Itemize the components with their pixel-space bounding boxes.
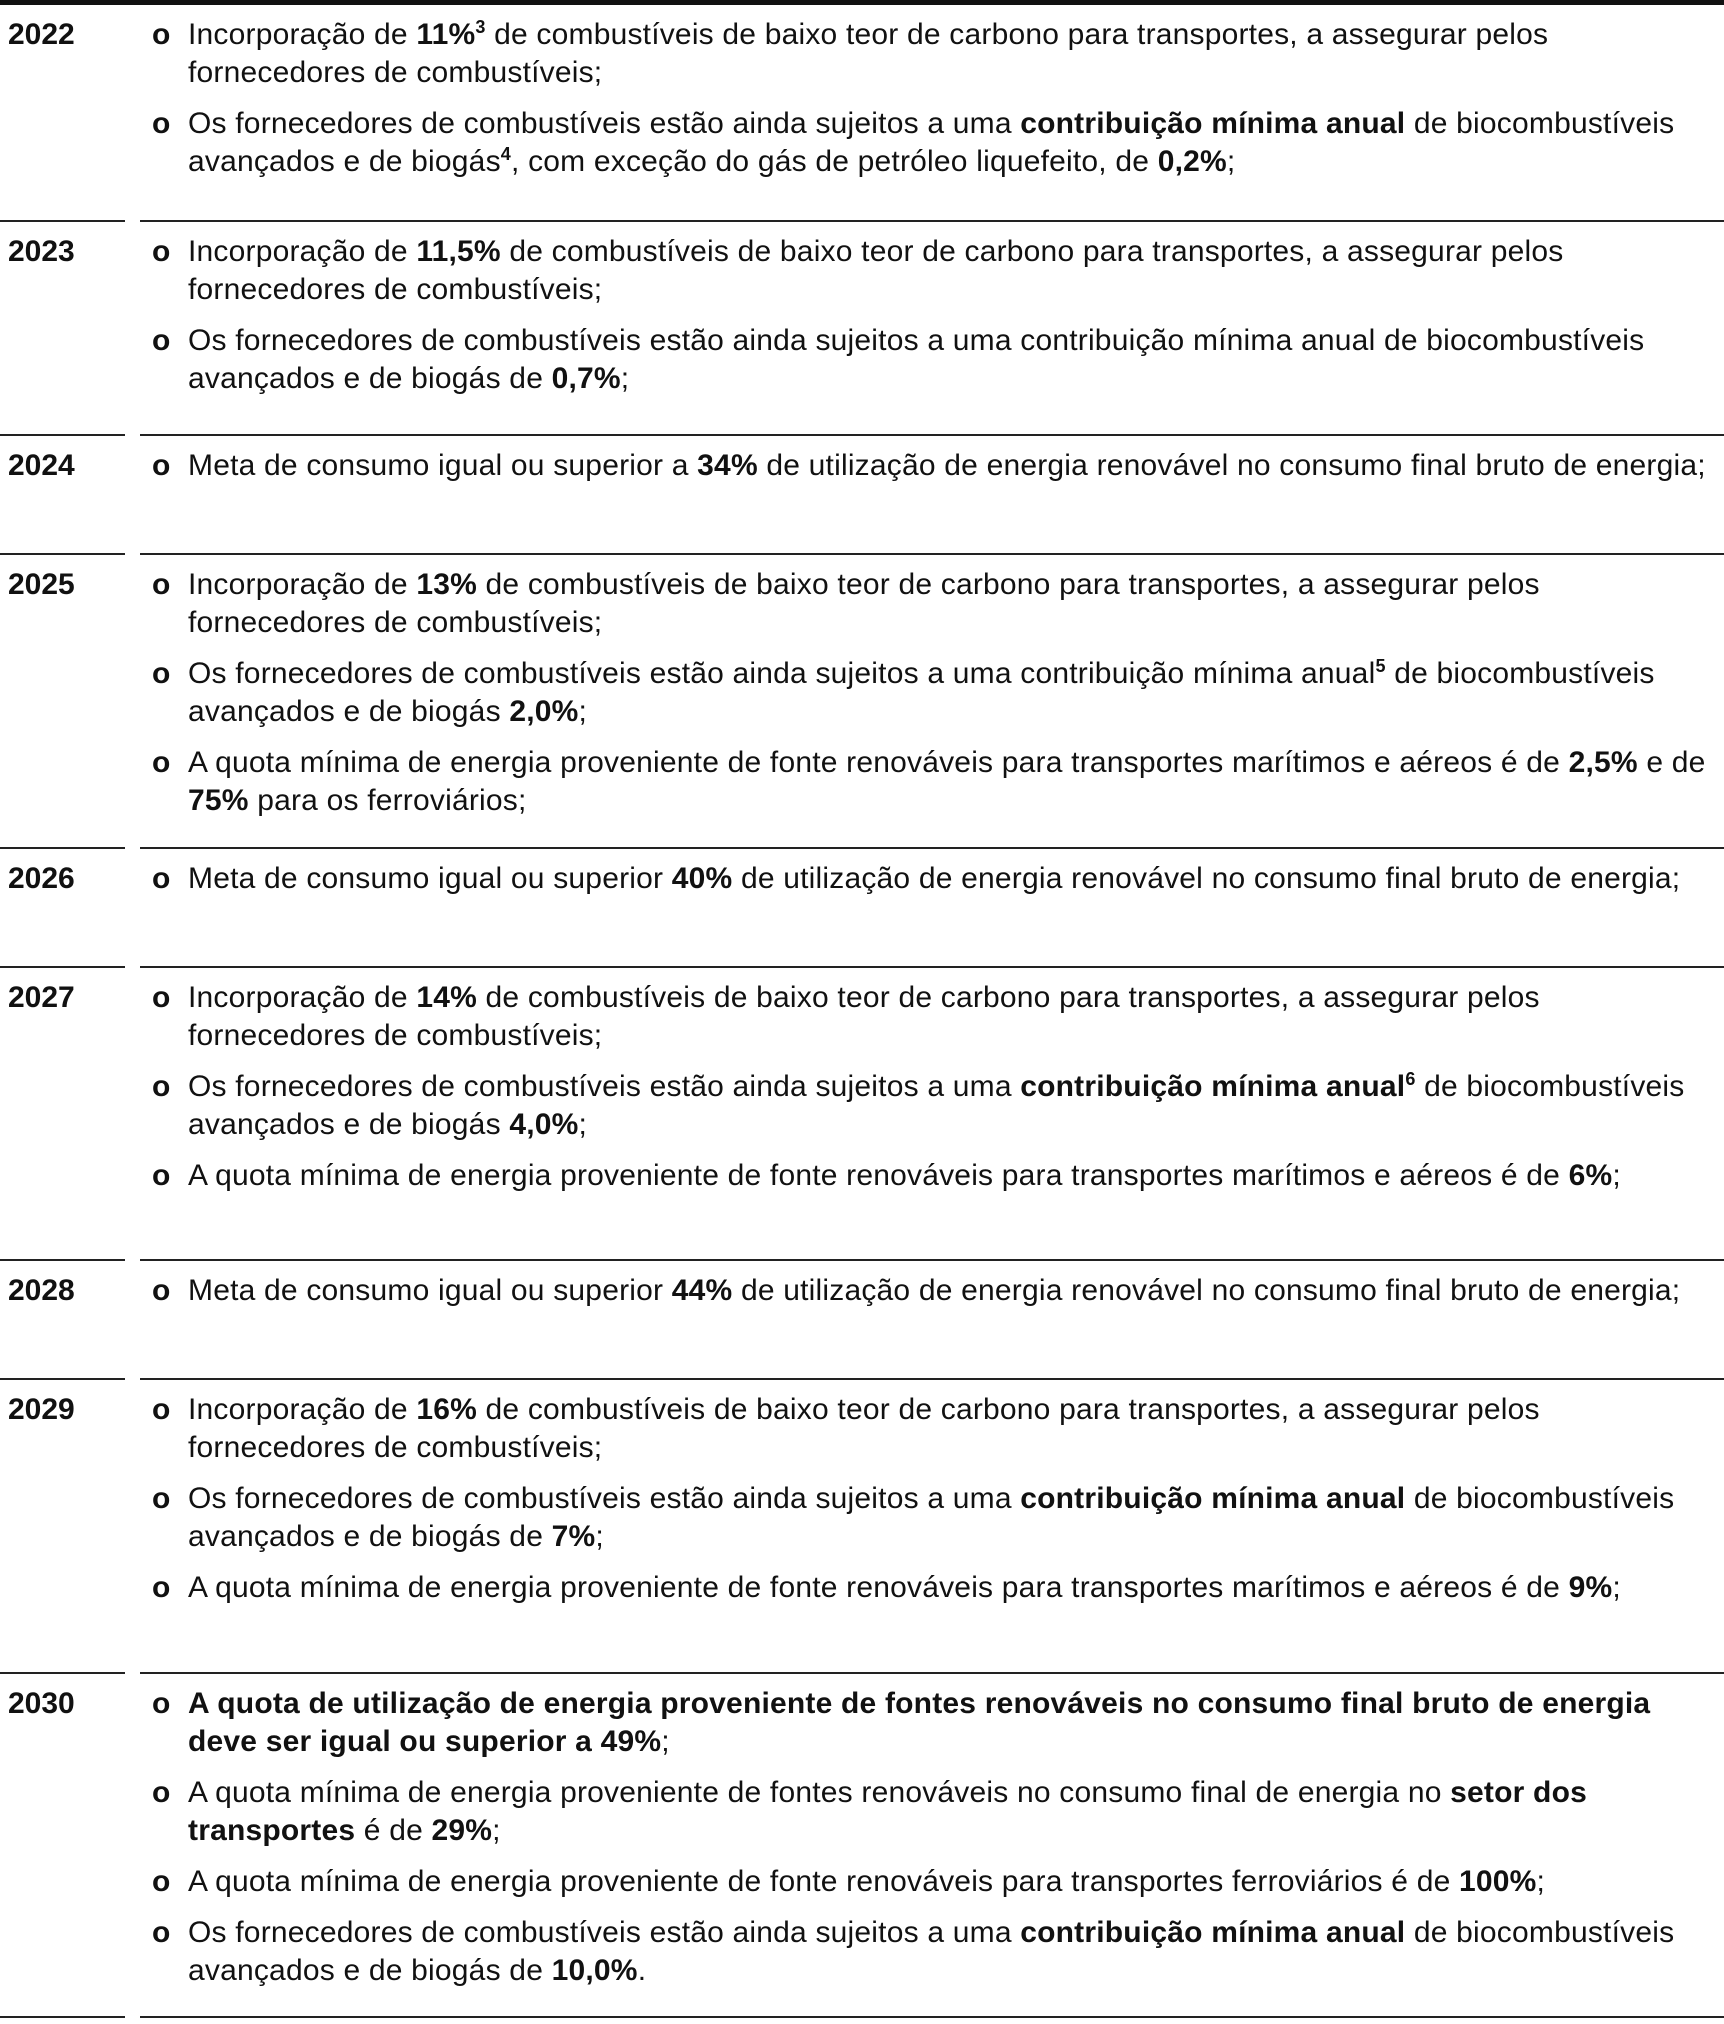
text-segment: 2,0% <box>509 695 579 728</box>
list-item <box>150 744 1710 820</box>
bullet-list <box>150 447 1710 498</box>
row-divider-right <box>140 1672 1724 1674</box>
list-item <box>150 1157 1710 1195</box>
text-segment: Os fornecedores de combustíveis estão ainda sujeitos a uma contribuição mínima anual <box>188 657 1376 690</box>
row-divider-right <box>140 1259 1724 1261</box>
row-divider-left <box>0 966 125 968</box>
text-segment: ; <box>1612 1571 1621 1604</box>
text-segment: ; <box>1536 1865 1546 1898</box>
list-item <box>150 1569 1710 1607</box>
text-segment: contribuição mínima anual <box>1020 107 1406 140</box>
text-segment: contribuição mínima anual <box>1020 1916 1406 1949</box>
list-item <box>150 1068 1710 1144</box>
row-divider-left <box>0 2016 125 2018</box>
bullet-list <box>150 1685 1710 2003</box>
footnote-ref: 4 <box>500 144 511 164</box>
row-divider-left <box>0 1378 125 1380</box>
year-label: 2029 <box>8 1393 75 1426</box>
text-segment: 40% <box>671 862 733 895</box>
row-divider-left <box>0 553 125 555</box>
circle-bullet-icon: o <box>152 568 171 601</box>
circle-bullet-icon: o <box>152 1776 171 1809</box>
circle-bullet-icon: o <box>152 1916 171 1949</box>
list-item <box>150 105 1710 181</box>
text-segment: 10,0% <box>551 1954 638 1987</box>
circle-bullet-icon: o <box>152 1865 171 1898</box>
year-label: 2025 <box>8 568 75 601</box>
text-segment: de biocombustíveis avançados e de biogás <box>188 1070 1685 1141</box>
circle-bullet-icon: o <box>152 1571 171 1604</box>
text-segment: de combustíveis de baixo teor de carbono para transportes, a assegurar pelos fornecedores de combustíveis; <box>188 1393 1540 1464</box>
text-segment: A quota mínima de energia proveniente de fonte renováveis para transportes ferroviários é de <box>188 1865 1460 1898</box>
text-segment: 0,2% <box>1157 145 1227 178</box>
list-item <box>150 655 1710 731</box>
text-segment: 0,7% <box>551 362 621 395</box>
list-item <box>150 233 1710 309</box>
text-segment: para os ferroviários; <box>248 784 527 817</box>
list-item <box>150 322 1710 398</box>
circle-bullet-icon: o <box>152 18 171 51</box>
list-item <box>150 1272 1710 1310</box>
text-segment: é de <box>355 1814 432 1847</box>
text-segment: Meta de consumo igual ou superior <box>188 862 672 895</box>
text-segment: Meta de consumo igual ou superior a <box>188 449 698 482</box>
circle-bullet-icon: o <box>152 449 171 482</box>
circle-bullet-icon: o <box>152 235 171 268</box>
circle-bullet-icon: o <box>152 1070 171 1103</box>
text-segment: Os fornecedores de combustíveis estão ainda sujeitos a uma <box>188 107 1021 140</box>
text-segment: de utilização de energia renovável no consumo final bruto de energia; <box>732 1274 1681 1307</box>
text-segment: Os fornecedores de combustíveis estão ainda sujeitos a uma <box>188 1916 1021 1949</box>
text-segment: Incorporação de <box>188 18 417 51</box>
row-divider-left <box>0 220 125 222</box>
text-segment: ; <box>620 362 630 395</box>
list-item <box>150 566 1710 642</box>
circle-bullet-icon: o <box>152 981 171 1014</box>
bullet-list <box>150 979 1710 1208</box>
text-segment: de biocombustíveis avançados e de biogás de <box>188 1916 1675 1987</box>
row-divider-left <box>0 1259 125 1261</box>
text-segment: Meta de consumo igual ou superior <box>188 1274 672 1307</box>
text-segment: 75% <box>188 784 249 817</box>
bullet-list <box>150 233 1710 411</box>
text-segment: 11,5% <box>416 235 501 268</box>
list-item <box>150 1391 1710 1467</box>
text-segment: ; <box>595 1520 604 1553</box>
text-segment: ; <box>578 1108 588 1141</box>
text-segment: 100% <box>1459 1865 1537 1898</box>
circle-bullet-icon: o <box>152 862 171 895</box>
text-segment: Os fornecedores de combustíveis estão ainda sujeitos a uma contribuição mínima anual de biocombustíveis avançados e de biogás de <box>188 324 1645 395</box>
row-divider-right <box>140 2016 1724 2018</box>
text-segment: 14% <box>416 981 478 1014</box>
text-segment: e de <box>1637 746 1706 779</box>
circle-bullet-icon: o <box>152 1159 171 1192</box>
text-segment: 11% <box>416 18 476 51</box>
text-segment: 13% <box>416 568 478 601</box>
bullet-list <box>150 1272 1710 1323</box>
bullet-list <box>150 1391 1710 1620</box>
bullet-list <box>150 566 1710 833</box>
circle-bullet-icon: o <box>152 324 171 357</box>
list-item <box>150 16 1710 92</box>
year-label: 2024 <box>8 449 75 482</box>
text-segment: 29% <box>431 1814 493 1847</box>
text-segment: 44% <box>671 1274 733 1307</box>
text-segment: A quota mínima de energia proveniente de fontes renováveis no consumo final de energia no <box>188 1776 1451 1809</box>
text-segment: 6% <box>1568 1159 1613 1192</box>
footnote-ref: 6 <box>1405 1069 1416 1089</box>
row-divider-right <box>140 847 1724 849</box>
footnote-ref: 5 <box>1375 656 1386 676</box>
row-divider-left <box>0 434 125 436</box>
text-segment: 9% <box>1568 1571 1613 1604</box>
text-segment: ; <box>1612 1159 1621 1192</box>
list-item <box>150 1914 1710 1990</box>
text-segment: , com exceção do gás de petróleo liquefeito, de <box>511 145 1158 178</box>
list-item <box>150 1863 1710 1901</box>
text-segment: 16% <box>416 1393 478 1426</box>
row-divider-right <box>140 553 1724 555</box>
text-segment: A quota mínima de energia proveniente de fonte renováveis para transportes marítimos e aéreos é de <box>188 1159 1569 1192</box>
year-label: 2026 <box>8 862 75 895</box>
circle-bullet-icon: o <box>152 1687 171 1720</box>
list-item <box>150 1685 1710 1761</box>
text-segment: de combustíveis de baixo teor de carbono para transportes, a assegurar pelos fornecedores de combustíveis; <box>188 568 1540 639</box>
text-segment: 34% <box>697 449 758 482</box>
bullet-list <box>150 16 1710 194</box>
text-segment: de combustíveis de baixo teor de carbono para transportes, a assegurar pelos fornecedores de combustíveis; <box>188 235 1564 306</box>
text-segment: ; <box>492 1814 501 1847</box>
list-item <box>150 860 1710 898</box>
text-segment: Incorporação de <box>188 568 417 601</box>
circle-bullet-icon: o <box>152 1482 171 1515</box>
footnote-ref: 3 <box>475 17 486 37</box>
text-segment: de biocombustíveis avançados e de biogás de <box>188 1482 1675 1553</box>
row-divider-right <box>140 966 1724 968</box>
text-segment: Os fornecedores de combustíveis estão ainda sujeitos a uma <box>188 1070 1021 1103</box>
text-segment: de utilização de energia renovável no consumo final bruto de energia; <box>732 862 1681 895</box>
list-item <box>150 979 1710 1055</box>
text-segment: contribuição mínima anual <box>1020 1482 1406 1515</box>
circle-bullet-icon: o <box>152 1274 171 1307</box>
list-item <box>150 1774 1710 1850</box>
year-label: 2022 <box>8 18 75 51</box>
text-segment: de utilização de energia renovável no consumo final bruto de energia; <box>757 449 1706 482</box>
text-segment: de combustíveis de baixo teor de carbono para transportes, a assegurar pelos fornecedores de combustíveis; <box>188 18 1549 89</box>
year-label: 2023 <box>8 235 75 268</box>
text-segment: A quota mínima de energia proveniente de fonte renováveis para transportes marítimos e aéreos é de <box>188 746 1569 779</box>
year-label: 2027 <box>8 981 75 1014</box>
circle-bullet-icon: o <box>152 746 171 779</box>
text-segment: A quota de utilização de energia proveniente de fontes renováveis no consumo final bruto de energia deve ser igual ou superior a 49% <box>188 1687 1651 1758</box>
bullet-list <box>150 860 1710 911</box>
text-segment: ; <box>1226 145 1236 178</box>
text-segment: A quota mínima de energia proveniente de fonte renováveis para transportes marítimos e aéreos é de <box>188 1571 1569 1604</box>
text-segment: contribuição mínima anual <box>1020 1070 1406 1103</box>
text-segment: . <box>637 1954 647 1987</box>
text-segment: Incorporação de <box>188 1393 417 1426</box>
list-item <box>150 447 1710 485</box>
text-segment: setor dos transportes <box>188 1776 1587 1847</box>
row-divider-right <box>140 220 1724 222</box>
text-segment: 7% <box>551 1520 596 1553</box>
row-divider-right <box>140 434 1724 436</box>
top-rule <box>0 0 1724 5</box>
year-label: 2028 <box>8 1274 75 1307</box>
row-divider-right <box>140 1378 1724 1380</box>
row-divider-left <box>0 1672 125 1674</box>
text-segment: de biocombustíveis avançados e de biogás <box>188 107 1675 178</box>
circle-bullet-icon: o <box>152 107 171 140</box>
circle-bullet-icon: o <box>152 657 171 690</box>
list-item <box>150 1480 1710 1556</box>
text-segment: de combustíveis de baixo teor de carbono para transportes, a assegurar pelos fornecedores de combustíveis; <box>188 981 1540 1052</box>
text-segment: 4,0% <box>509 1108 579 1141</box>
circle-bullet-icon: o <box>152 1393 171 1426</box>
text-segment: Incorporação de <box>188 235 417 268</box>
text-segment: 2,5% <box>1568 746 1638 779</box>
row-divider-left <box>0 847 125 849</box>
text-segment: de biocombustíveis avançados e de biogás <box>188 657 1655 728</box>
text-segment: Incorporação de <box>188 981 417 1014</box>
text-segment: ; <box>661 1725 670 1758</box>
text-segment: Os fornecedores de combustíveis estão ainda sujeitos a uma <box>188 1482 1021 1515</box>
text-segment: ; <box>578 695 588 728</box>
year-label: 2030 <box>8 1687 75 1720</box>
